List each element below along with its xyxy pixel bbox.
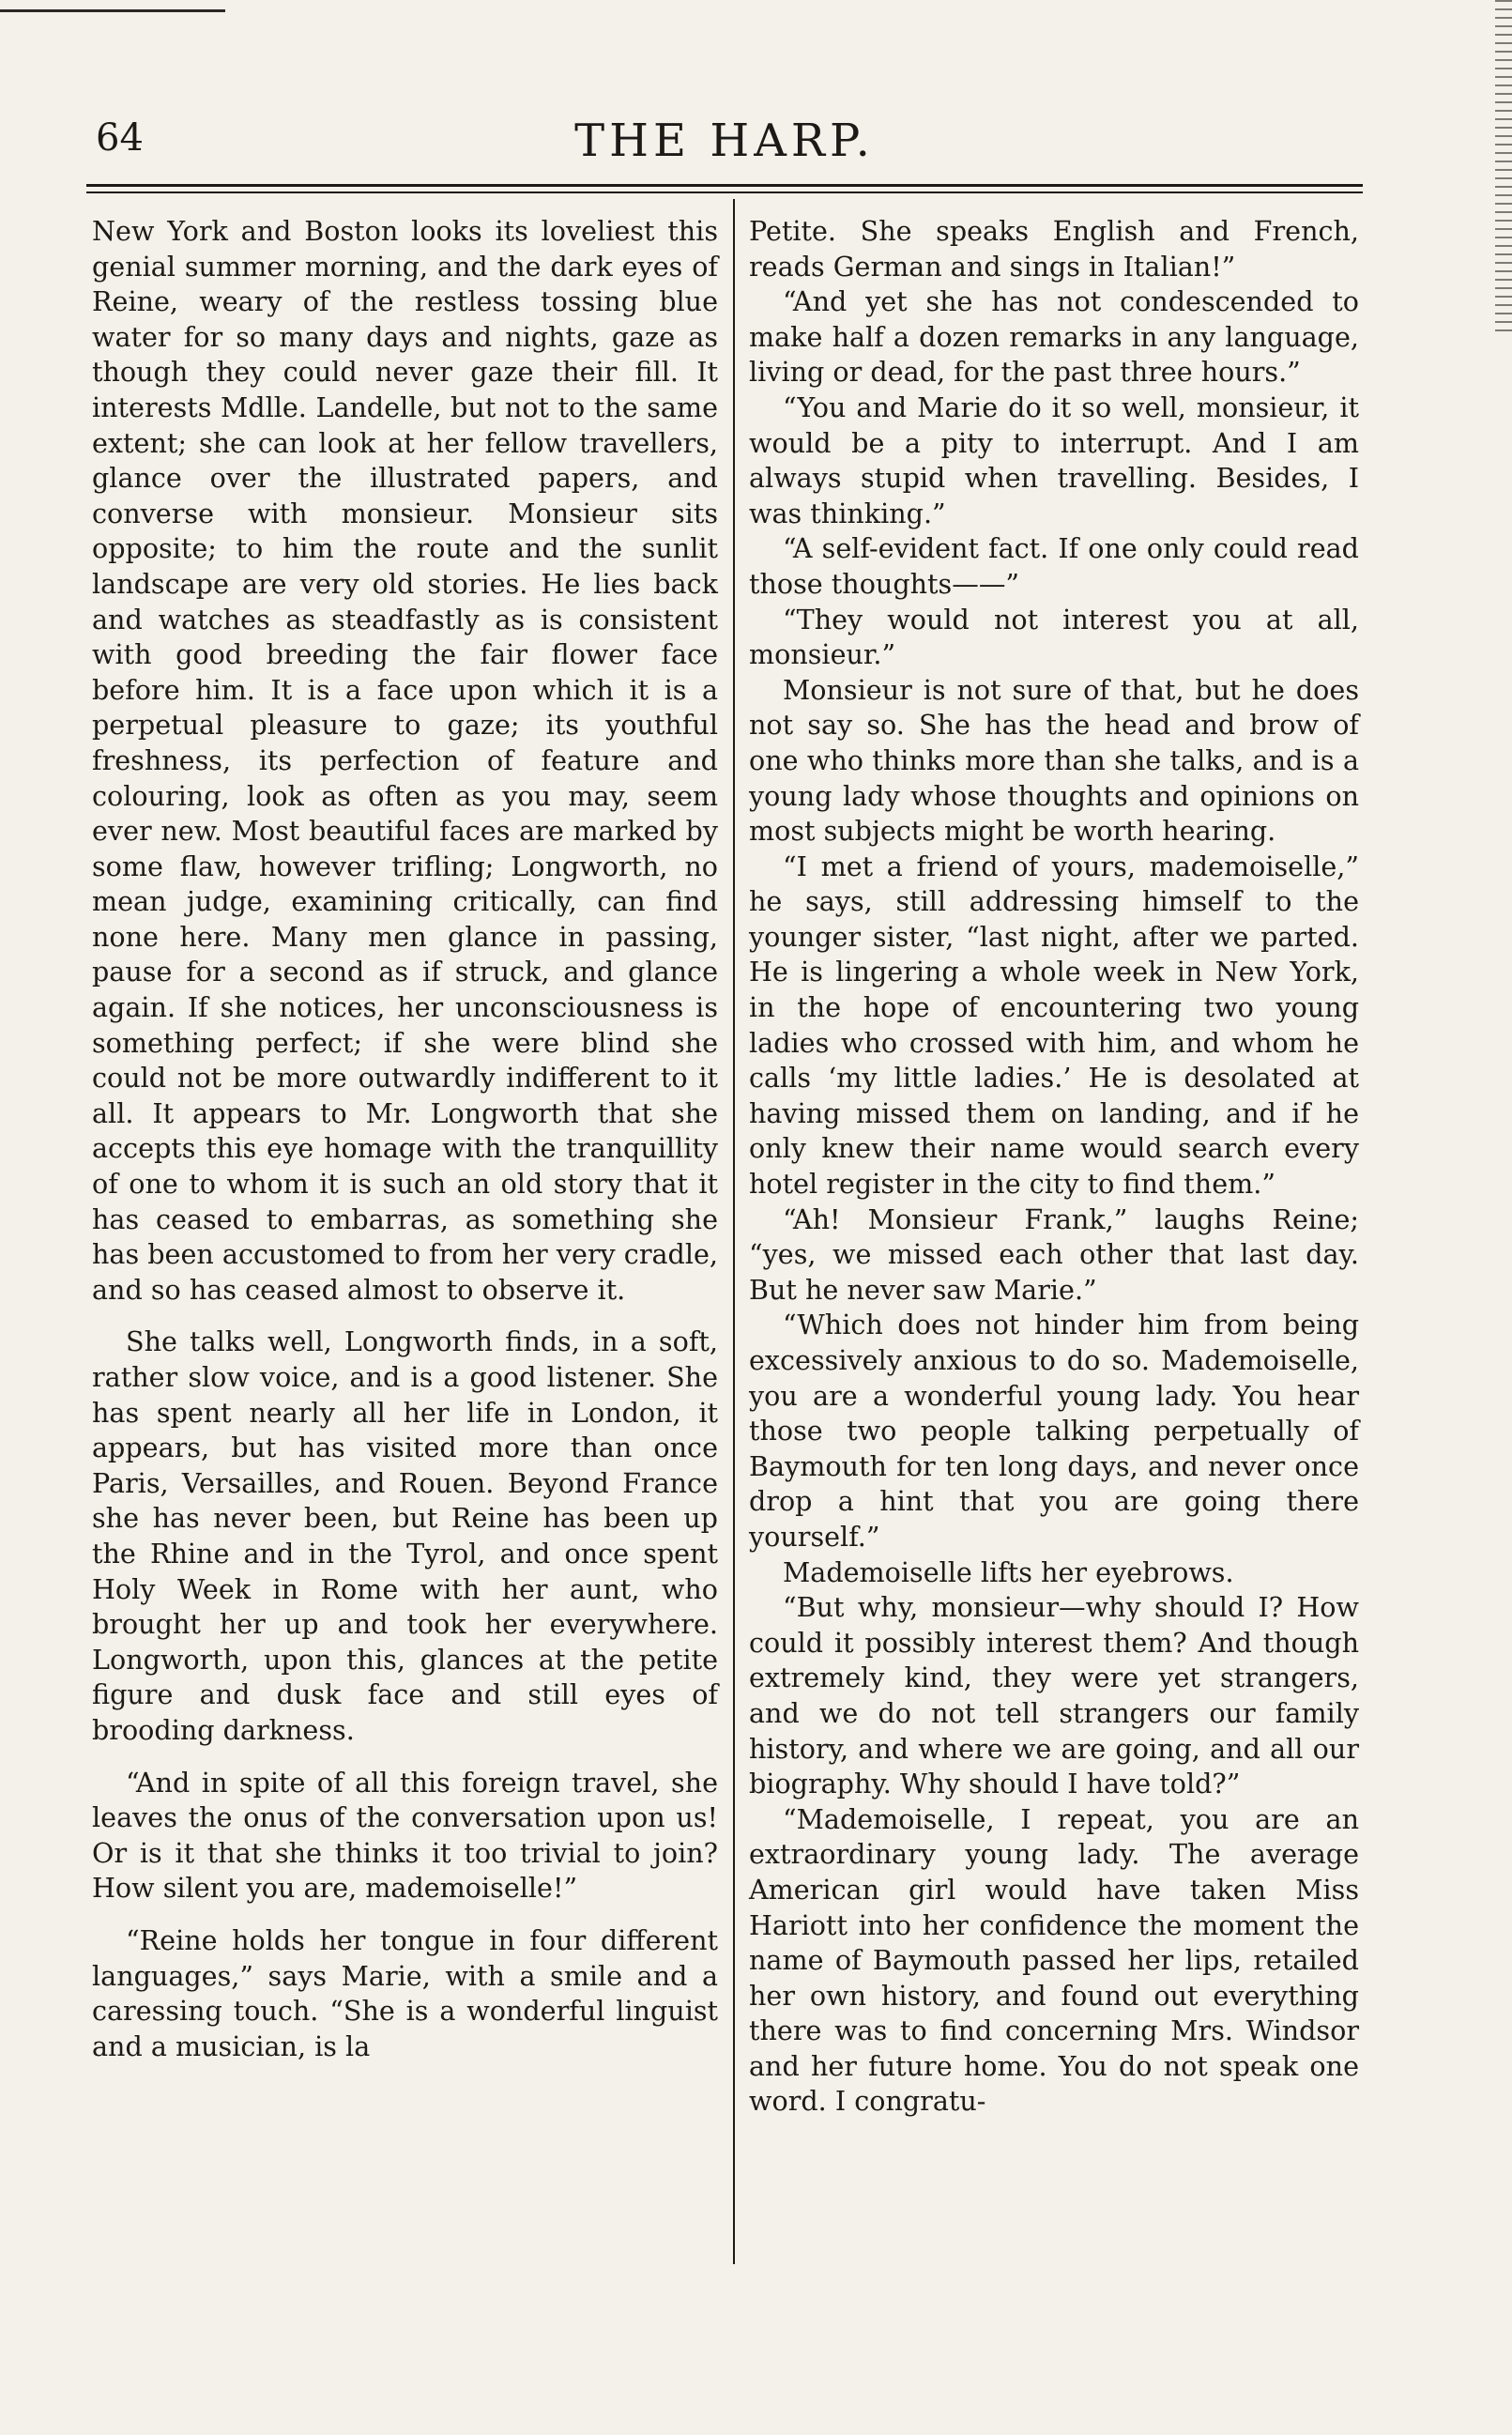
paragraph: New York and Boston looks its loveliest this genial summer morning, and the dark eyes of Reine, weary of the restless tossing blue water for so many days and nights, gaze as though they could never gaze their fill. It interests Mdlle. Landelle, but not to the same extent; she can look at her fellow travellers, glance over the illustrated papers, and converse with monsieur. Monsieur sits opposite; to him the route and the sunlit landscape are very old stories. He lies back and watches as steadfastly as is consistent with good breeding the fair flower face before him. It is a face upon which it is a perpetual pleasure to gaze; its youthful freshness, its perfection of feature and colouring, look as often as you may, seem ever new. Most beautiful faces are marked by some flaw, however trifling; Longworth, no mean judge, examining critically, can find none here. Many men glance in passing, pause for a second as if struck, and glance again. If she notices, her unconsciousness is something perfect; if she were blind she could not be more outwardly indifferent to it all. It appears to Mr. Longworth that she accepts this eye homage with the tranquillity of one to whom it is such an old story that it has ceased to embarras, as something she has been accustomed to from her very cradle, and so has ceased almost to observe it. <box>92 215 718 1306</box>
paragraph: Monsieur is not sure of that, but he does not say so. She has the head and brow of one who thinks more than she talks, and is a young lady whose thoughts and opinions on most subjects might be worth hearing. <box>749 673 1359 848</box>
paragraph: “I met a friend of yours, mademoiselle,” he says, still addressing himself to the younger sister, “last night, after we parted. He is lingering a whole week in New York, in the hope of encountering two young ladies who crossed with him, and whom he calls ‘my little ladies.’ He is desolated at having missed them on landing, and if he only knew their name would search every hotel register in the city to find them.” <box>749 850 1359 1201</box>
page-edge-scan-marks <box>1495 0 1512 338</box>
paragraph: She talks well, Longworth finds, in a soft, rather slow voice, and is a good listener. She has spent nearly all her life in London, it appears, but has visited more than once Paris, Versailles, and Rouen. Beyond France she has never been, but Reine has been up the Rhine and in the Tyrol, and once spent Holy Week in Rome with her aunt, who brought her up and took her everywhere. Longworth, upon this, glances at the petite figure and dusk face and still eyes of brooding darkness. <box>92 1325 718 1746</box>
paragraph: “Which does not hinder him from being excessively anxious to do so. Mademoiselle, you are a wonderful young lady. You hear those two people talking perpetually of Baymouth for ten long days, and never once drop a hint that you are going there yourself.” <box>749 1309 1359 1553</box>
paragraph: “Mademoiselle, I repeat, you are an extraordinary young lady. The average American girl would have taken Miss Hariott into her confidence the moment the name of Baymouth passed her lips, retailed her own history, and found out everything there was to find concerning Mrs. Windsor and her future home. You do not speak one word. I congratu- <box>749 1802 1359 2118</box>
paragraph: “You and Marie do it so well, monsieur, it would be a pity to interrupt. And I am always stupid when travelling. Besides, I was thinking.” <box>749 391 1359 529</box>
paragraph: Petite. She speaks English and French, reads German and sings in Italian!” <box>749 215 1359 283</box>
page-number: 64 <box>96 116 144 160</box>
paragraph: “Reine holds her tongue in four different languages,” says Marie, with a smile and a caressing touch. “She is a wonderful linguist and a musician, is la <box>92 1923 718 2062</box>
header-rule-thick <box>86 184 1363 187</box>
column-divider <box>733 199 735 2264</box>
paragraph: “A self-evident fact. If one only could read those thoughts——” <box>749 532 1359 600</box>
running-title: THE HARP. <box>574 115 875 167</box>
left-column <box>92 214 718 2064</box>
page-header <box>86 115 1363 180</box>
paragraph: Mademoiselle lifts her eyebrows. <box>783 1555 1234 1588</box>
paragraph: “And yet she has not condescended to make half a dozen remarks in any language, living or dead, for the past three hours.” <box>749 285 1359 389</box>
paragraph: “But why, monsieur—why should I? How could it possibly interest them? And though extremely kind, they were yet strangers, and we do not tell strangers our family history, and where we are going, and all our biography. Why should I have told?” <box>749 1591 1359 1800</box>
top-edge-rule <box>0 9 225 12</box>
header-rule-thin <box>86 191 1363 193</box>
paragraph: “And in spite of all this foreign travel, she leaves the onus of the conversation upon us! Or is it that she thinks it too trivial to join? How silent you are, mademoiselle!” <box>92 1766 718 1905</box>
right-column <box>749 214 1359 2120</box>
paragraph: “They would not interest you at all, monsieur.” <box>749 603 1359 671</box>
paragraph: “Ah! Monsieur Frank,” laughs Reine; “yes, we missed each other that last day. But he never saw Marie.” <box>749 1202 1359 1306</box>
